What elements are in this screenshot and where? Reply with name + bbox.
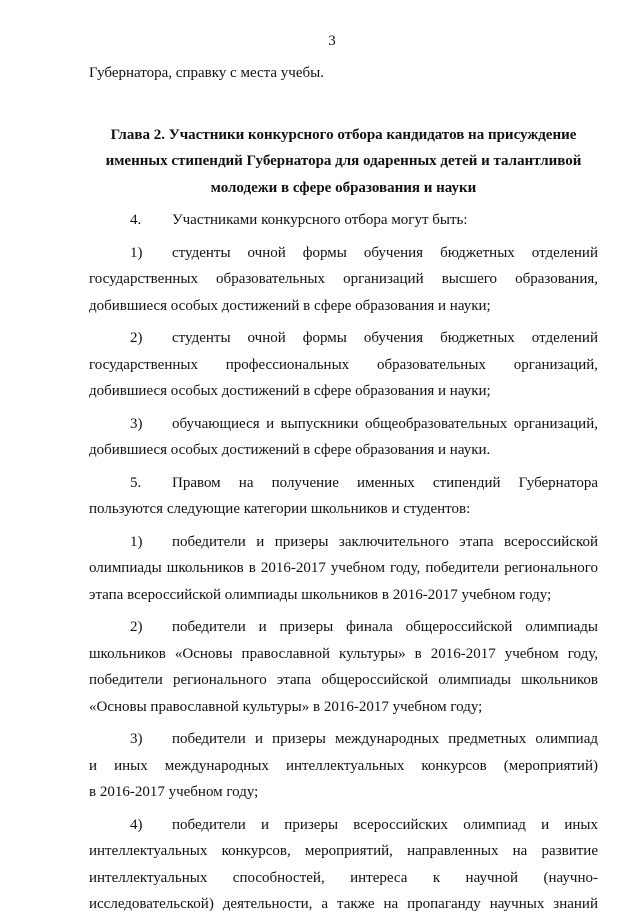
paragraph-text: победители и призеры финала общероссийской олимпиады [172, 619, 598, 635]
paragraph-number: 4. [130, 212, 142, 228]
paragraph-number: 1) [130, 244, 143, 261]
paragraph-first-line [89, 411, 598, 438]
chapter-heading-line: именных стипендий Губернатора для одаренных детей и талантливой [105, 153, 582, 169]
paragraph-item [89, 207, 598, 234]
paragraph-number: 2) [130, 330, 143, 346]
paragraph-continuation-line: «Основы православной культуры» в 2016-2017 учебном году; [89, 698, 483, 715]
paragraph-text: обучающиеся и выпускники общеобразовательных организаций, [172, 415, 598, 432]
paragraph-continuation-line: добившиеся особых достижений в сфере образования и науки; [89, 383, 491, 399]
paragraph-text: победители и призеры заключительного этапа всероссийской [172, 533, 598, 550]
paragraph-text: студенты очной формы обучения бюджетных отделений [172, 330, 598, 346]
paragraph-number: 1) [130, 533, 143, 550]
paragraph-continuation-line: и иных международных интеллектуальных конкурсов (мероприятий) [89, 757, 598, 774]
paragraph-item [89, 325, 598, 405]
paragraph-continuation-line: олимпиады школьников в 2016-2017 учебном году, победители регионального [89, 560, 598, 576]
paragraph-continuation-line: интеллектуальных конкурсов, мероприятий, направленных на развитие [89, 843, 598, 859]
paragraph-continuation-line: победители регионального этапа общероссийской олимпиады школьников [89, 672, 598, 688]
chapter-heading-line: молодежи в сфере образования и науки [210, 179, 477, 196]
paragraph-item [89, 411, 598, 464]
paragraph-item [89, 614, 598, 720]
chapter-heading [89, 122, 598, 202]
paragraph-number: 3) [130, 731, 143, 747]
paragraph-item [89, 812, 598, 918]
paragraph-continuation-line: пользуются следующие категории школьников и студентов: [89, 501, 471, 517]
paragraph-first-line [89, 614, 598, 641]
paragraph-continuation-line: добившиеся особых достижений в сфере образования и науки. [89, 442, 491, 458]
paragraph-first-line [89, 207, 598, 234]
paragraph-list [89, 207, 598, 918]
document-body [89, 60, 598, 918]
paragraph-continuation-line: добившиеся особых достижений в сфере образования и науки; [89, 297, 491, 314]
paragraph-continuation-line: этапа всероссийской олимпиады школьников в 2016-2017 учебном году; [89, 586, 552, 603]
paragraph-item [89, 240, 598, 320]
paragraph-item [89, 470, 598, 523]
paragraph-number: 4) [130, 816, 143, 833]
paragraph-number: 5. [130, 474, 142, 491]
paragraph-text: победители и призеры всероссийских олимпиад и иных [172, 816, 598, 833]
paragraph-text: победители и призеры международных предметных олимпиад [172, 731, 598, 747]
paragraph-text: Участниками конкурсного отбора могут быть: [172, 212, 468, 228]
paragraph-first-line [89, 325, 598, 352]
paragraph-text: Правом на получение именных стипендий Губернатора [172, 474, 598, 491]
paragraph-continuation-line: школьников «Основы православной культуры» в 2016-2017 учебном году, [89, 645, 598, 662]
paragraph-first-line [89, 726, 598, 753]
paragraph-number: 2) [130, 619, 143, 635]
paragraph-text: студенты очной формы обучения бюджетных отделений [172, 244, 598, 261]
paragraph-first-line [89, 812, 598, 839]
paragraph-item [89, 529, 598, 609]
page-number: 3 [328, 33, 336, 49]
paragraph-continuation-line: исследовательской) деятельности, а также на пропаганду научных знаний [89, 896, 598, 912]
intro-line: Губернатора, справку с места учебы. [89, 65, 324, 81]
paragraph-first-line [89, 529, 598, 556]
paragraph-continuation-line: государственных образовательных организаций высшего образования, [89, 271, 598, 287]
paragraph-first-line [89, 240, 598, 267]
paragraph-number: 3) [130, 415, 143, 432]
paragraph-first-line [89, 470, 598, 497]
paragraph-continuation-line: интеллектуальных способностей, интереса к научной (научно- [89, 869, 598, 886]
paragraph-continuation-line: в 2016-2017 учебном году; [89, 784, 259, 800]
paragraph-continuation-line: государственных профессиональных образовательных организаций, [89, 356, 598, 373]
chapter-heading-line: Глава 2. Участники конкурсного отбора кандидатов на присуждение [110, 126, 577, 143]
paragraph-item [89, 726, 598, 806]
